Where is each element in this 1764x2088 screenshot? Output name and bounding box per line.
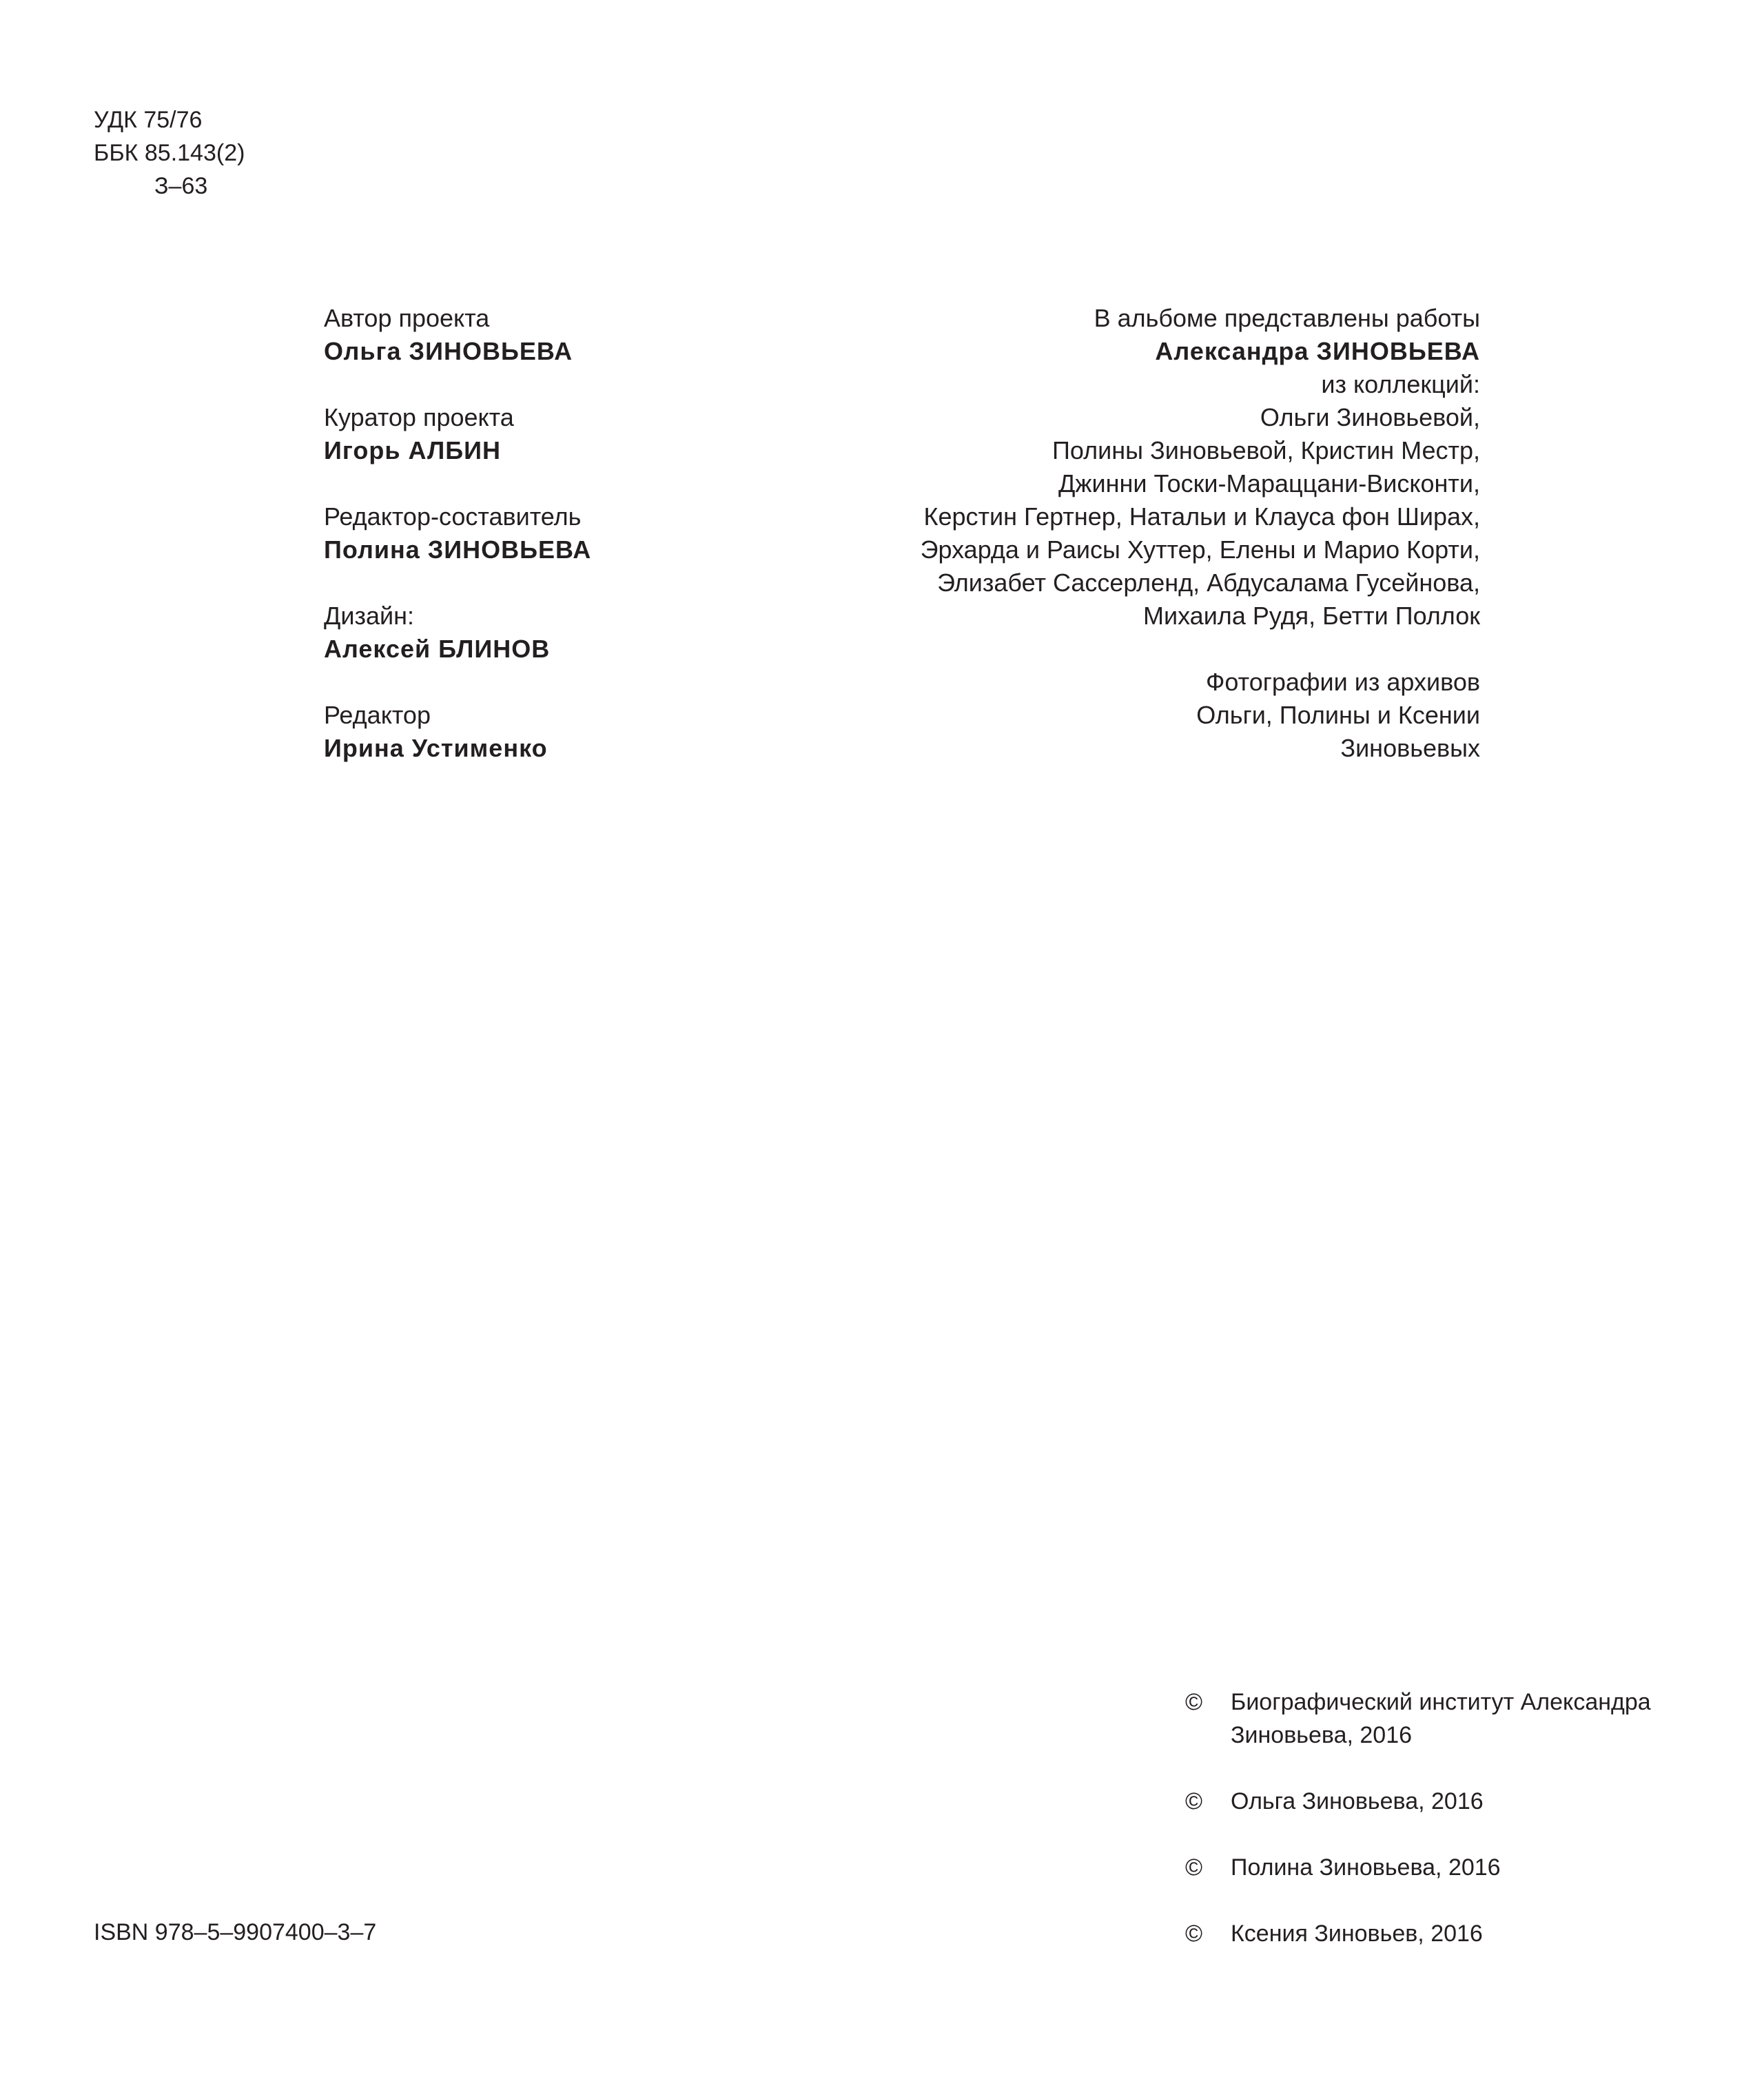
collection-line: Элизабет Сассерленд, Абдусалама Гусейнова, — [937, 569, 1480, 597]
credit-person: Игорь АЛБИН — [324, 436, 501, 464]
credit-role: Дизайн: — [324, 602, 415, 630]
photo-credit-line: Ольги, Полины и Ксении — [1196, 701, 1480, 729]
collection-line: Михаила Рудя, Бетти Поллок — [1142, 602, 1480, 630]
copyright-text — [1231, 1686, 1681, 1752]
copyright-line: Биографический институт Александра — [1231, 1689, 1651, 1715]
credit-role: Автор проекта — [324, 304, 490, 332]
collection-line: Керстин Гертнер, Натальи и Клауса фон Ширах, — [923, 502, 1480, 531]
copyright-item — [1185, 1851, 1681, 1884]
copyright-icon: © — [1185, 1689, 1203, 1715]
album-info — [722, 302, 1480, 765]
copyright-icon: © — [1185, 1788, 1203, 1814]
copyright-text: Ольга Зиновьева, 2016 — [1231, 1788, 1484, 1814]
udk-code: УДК 75/76 — [94, 107, 203, 133]
photo-credit-line: Зиновьевых — [1340, 734, 1480, 762]
album-artist: Александра ЗИНОВЬЕВА — [1155, 337, 1480, 365]
copyright-line: Зиновьева, 2016 — [1231, 1722, 1413, 1748]
classification-codes — [94, 103, 245, 203]
copyright-item — [1185, 1785, 1681, 1818]
credit-role: Редактор-составитель — [324, 502, 582, 531]
collection-line: Полины Зиновьевой, Кристин Местр, — [1052, 436, 1480, 464]
album-intro: В альбоме представлены работы — [1094, 304, 1480, 332]
isbn: ISBN 978–5–9907400–3–7 — [94, 1919, 377, 1945]
copyright-item — [1185, 1686, 1681, 1752]
author-mark: З–63 — [154, 173, 208, 199]
photo-credits — [722, 666, 1480, 765]
credit-person: Полина ЗИНОВЬЕВА — [324, 535, 592, 564]
copyright-icon: © — [1185, 1921, 1203, 1947]
collection-line: Ольги Зиновьевой, — [1260, 403, 1480, 431]
credit-person: Алексей БЛИНОВ — [324, 635, 551, 663]
credit-person: Ольга ЗИНОВЬЕВА — [324, 337, 573, 365]
copyright-text: Ксения Зиновьев, 2016 — [1231, 1921, 1483, 1947]
copyright-icon: © — [1185, 1854, 1203, 1881]
photo-credit-line: Фотографии из архивов — [1206, 668, 1480, 696]
copyright-block — [1185, 1686, 1681, 1983]
album-from: из коллекций: — [1321, 370, 1480, 398]
credit-role: Куратор проекта — [324, 403, 514, 431]
copyright-text: Полина Зиновьева, 2016 — [1231, 1854, 1501, 1881]
copyright-item — [1185, 1917, 1681, 1950]
credit-person: Ирина Устименко — [324, 734, 548, 762]
credit-role: Редактор — [324, 701, 431, 729]
bbk-code: ББК 85.143(2) — [94, 140, 245, 166]
collection-line: Джинни Тоски-Мараццани-Висконти, — [1058, 469, 1480, 498]
collection-line: Эрхарда и Раисы Хуттер, Елены и Марио Корти, — [920, 535, 1480, 564]
